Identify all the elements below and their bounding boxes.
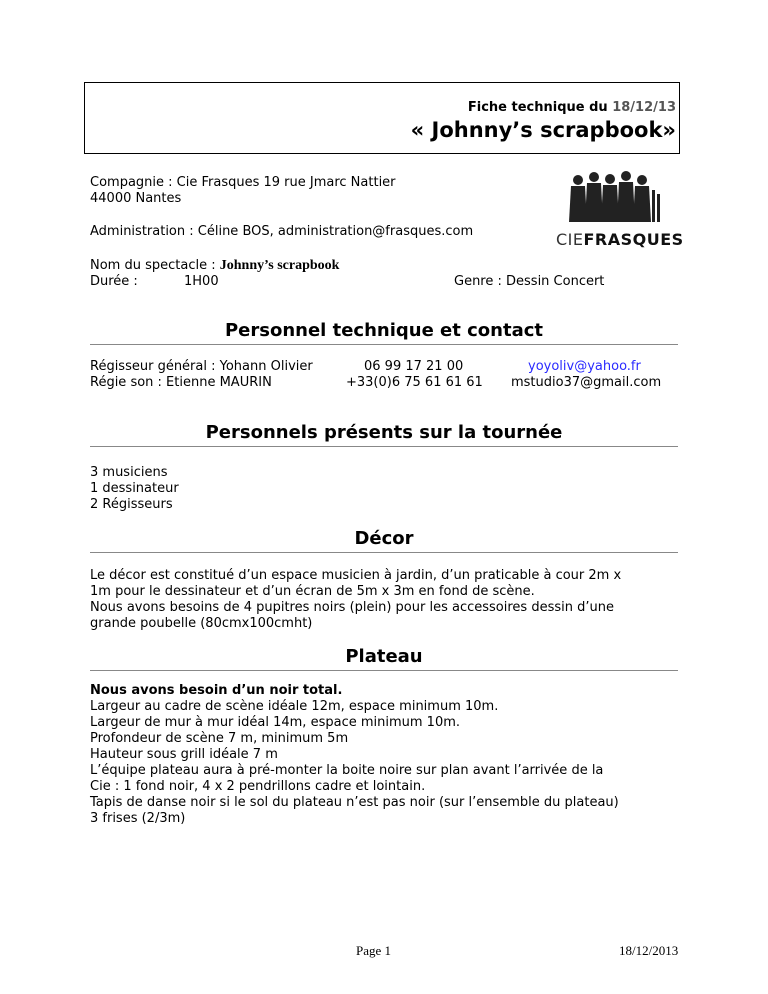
document-title: « Johnny’s scrapbook»	[410, 118, 676, 142]
section-title-personnel: Personnel technique et contact	[90, 320, 678, 345]
administration-line: Administration : Céline BOS, administration@frasques.com	[90, 224, 474, 239]
spectacle-value: Johnny’s scrapbook	[219, 258, 340, 273]
page-number: Page 1	[356, 943, 392, 958]
plateau-line: Profondeur de scène 7 m, minimum 5m	[90, 731, 349, 746]
plateau-line: Cie : 1 fond noir, 4 x 2 pendrillons cadre et lointain.	[90, 779, 426, 794]
decor-paragraph	[90, 568, 680, 632]
contact-phone-1: 06 99 17 21 00	[364, 359, 464, 374]
plateau-bold-line: Nous avons besoin d’un noir total.	[90, 683, 343, 698]
compagnie-line1: Compagnie : Cie Frasques 19 rue Jmarc Nattier	[90, 175, 396, 190]
contact-phone-2: +33(0)6 75 61 61 61	[346, 375, 483, 390]
band-silhouette-icon	[556, 168, 664, 224]
header-date: 18/12/13	[612, 100, 676, 115]
company-logo	[556, 168, 684, 249]
logo-text-frasques: FRASQUES	[583, 230, 684, 249]
spectacle-line	[90, 258, 339, 274]
contact-email-1[interactable]: yoyoliv@yahoo.fr	[528, 359, 641, 374]
logo-text	[556, 230, 684, 249]
section-title-decor: Décor	[90, 528, 678, 553]
contact-role-2: Régie son : Etienne MAURIN	[90, 375, 272, 390]
section-title-tournee: Personnels présents sur la tournée	[90, 422, 678, 447]
plateau-line: 3 frises (2/3m)	[90, 811, 186, 826]
decor-line: Nous avons besoins de 4 pupitres noirs (plein) pour les accessoires dessin d’une	[90, 600, 614, 615]
plateau-line: Tapis de danse noir si le sol du plateau n’est pas noir (sur l’ensemble du plateau)	[90, 795, 619, 810]
tournee-item: 3 musiciens	[90, 465, 168, 480]
duree-label: Durée :	[90, 274, 138, 289]
tournee-item: 1 dessinateur	[90, 481, 179, 496]
duree-value: 1H00	[184, 274, 219, 289]
plateau-line: Largeur de mur à mur idéal 14m, espace minimum 10m.	[90, 715, 461, 730]
header-prefix: Fiche technique du	[467, 100, 608, 115]
plateau-line: Largeur au cadre de scène idéale 12m, espace minimum 10m.	[90, 699, 499, 714]
tournee-item: 2 Régisseurs	[90, 497, 173, 512]
contact-role-1: Régisseur général : Yohann Olivier	[90, 359, 313, 374]
contact-email-2[interactable]: mstudio37@gmail.com	[511, 375, 662, 390]
genre-line: Genre : Dessin Concert	[454, 274, 605, 289]
decor-line: grande poubelle (80cmx100cmht)	[90, 616, 313, 631]
header-line	[468, 100, 676, 115]
section-title-plateau: Plateau	[90, 646, 678, 671]
plateau-paragraph	[90, 683, 680, 827]
plateau-line: L’équipe plateau aura à pré-monter la boite noire sur plan avant l’arrivée de la	[90, 763, 604, 778]
decor-line: Le décor est constitué d’un espace musicien à jardin, d’un praticable à cour 2m x	[90, 568, 622, 583]
compagnie-line2: 44000 Nantes	[90, 191, 182, 206]
spectacle-label: Nom du spectacle :	[90, 258, 216, 273]
plateau-line: Hauteur sous grill idéale 7 m	[90, 747, 278, 762]
logo-text-cie: CIE	[556, 230, 584, 249]
decor-line: 1m pour le dessinateur et d’un écran de 5m x 3m en fond de scène.	[90, 584, 535, 599]
footer-date: 18/12/2013	[619, 943, 679, 958]
